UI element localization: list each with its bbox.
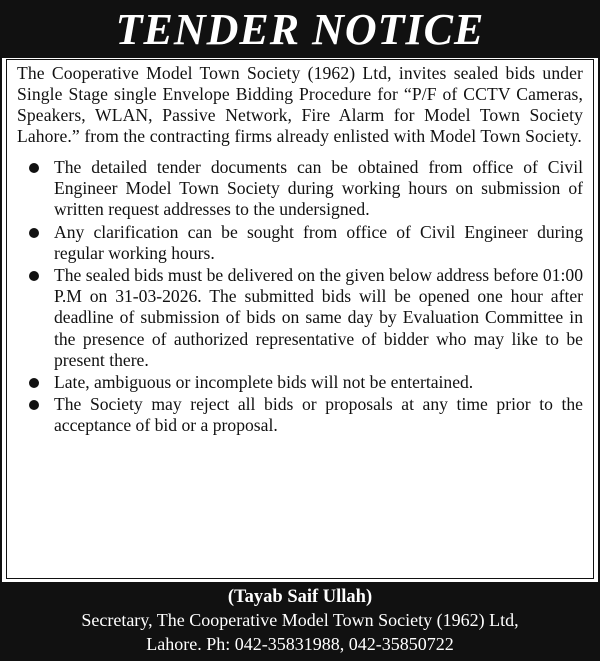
condition-item — [17, 394, 583, 436]
bullet-icon — [29, 228, 39, 238]
condition-text: The detailed tender documents can be obtained from office of Civil Engineer Model Town Society during working hours on submission of written request addresses to the undersigned. — [54, 157, 583, 220]
condition-text: The Society may reject all bids or proposals at any time prior to the acceptance of bid or a proposal. — [54, 394, 583, 436]
condition-item — [17, 265, 583, 371]
signatory-name: (Tayab Saif Ullah) — [227, 587, 373, 607]
bullet-icon — [29, 271, 39, 281]
header-band — [2, 2, 598, 58]
condition-text: Late, ambiguous or incomplete bids will not be entertained. — [54, 372, 474, 393]
condition-text: The sealed bids must be delivered on the given below address before 01:00 P.M on 31-03-2026. The submitted bids will be opened one hour after deadline of submission of bids on same day by Evaluation Committee in the presence of authorized representative of bidder who may like to be present there. — [54, 265, 583, 370]
bullet-icon — [29, 163, 39, 173]
signatory-designation: Secretary, The Cooperative Model Town Society (1962) Ltd, — [81, 610, 519, 630]
condition-text: Any clarification can be sought from office of Civil Engineer during regular working hours. — [54, 221, 583, 263]
footer-band — [2, 582, 598, 659]
intro-paragraph: The Cooperative Model Town Society (1962) Ltd, invites sealed bids under Single Stage single Envelope Bidding Procedure for “P/F of CCTV Cameras, Speakers, WLAN, Passive Network, Fire Alarm for Model Town Society Lahore.” from the contracting firms already enlisted with Model Town Society. — [17, 63, 583, 146]
condition-item — [17, 157, 583, 221]
bullet-icon — [29, 400, 39, 410]
condition-item — [17, 222, 583, 264]
notice-title: TENDER NOTICE — [115, 5, 485, 54]
bullet-icon — [29, 378, 39, 388]
conditions-list — [17, 157, 583, 437]
notice-body — [6, 59, 594, 579]
contact-line: Lahore. Ph: 042-35831988, 042-35850722 — [146, 634, 454, 654]
condition-item — [17, 372, 583, 393]
